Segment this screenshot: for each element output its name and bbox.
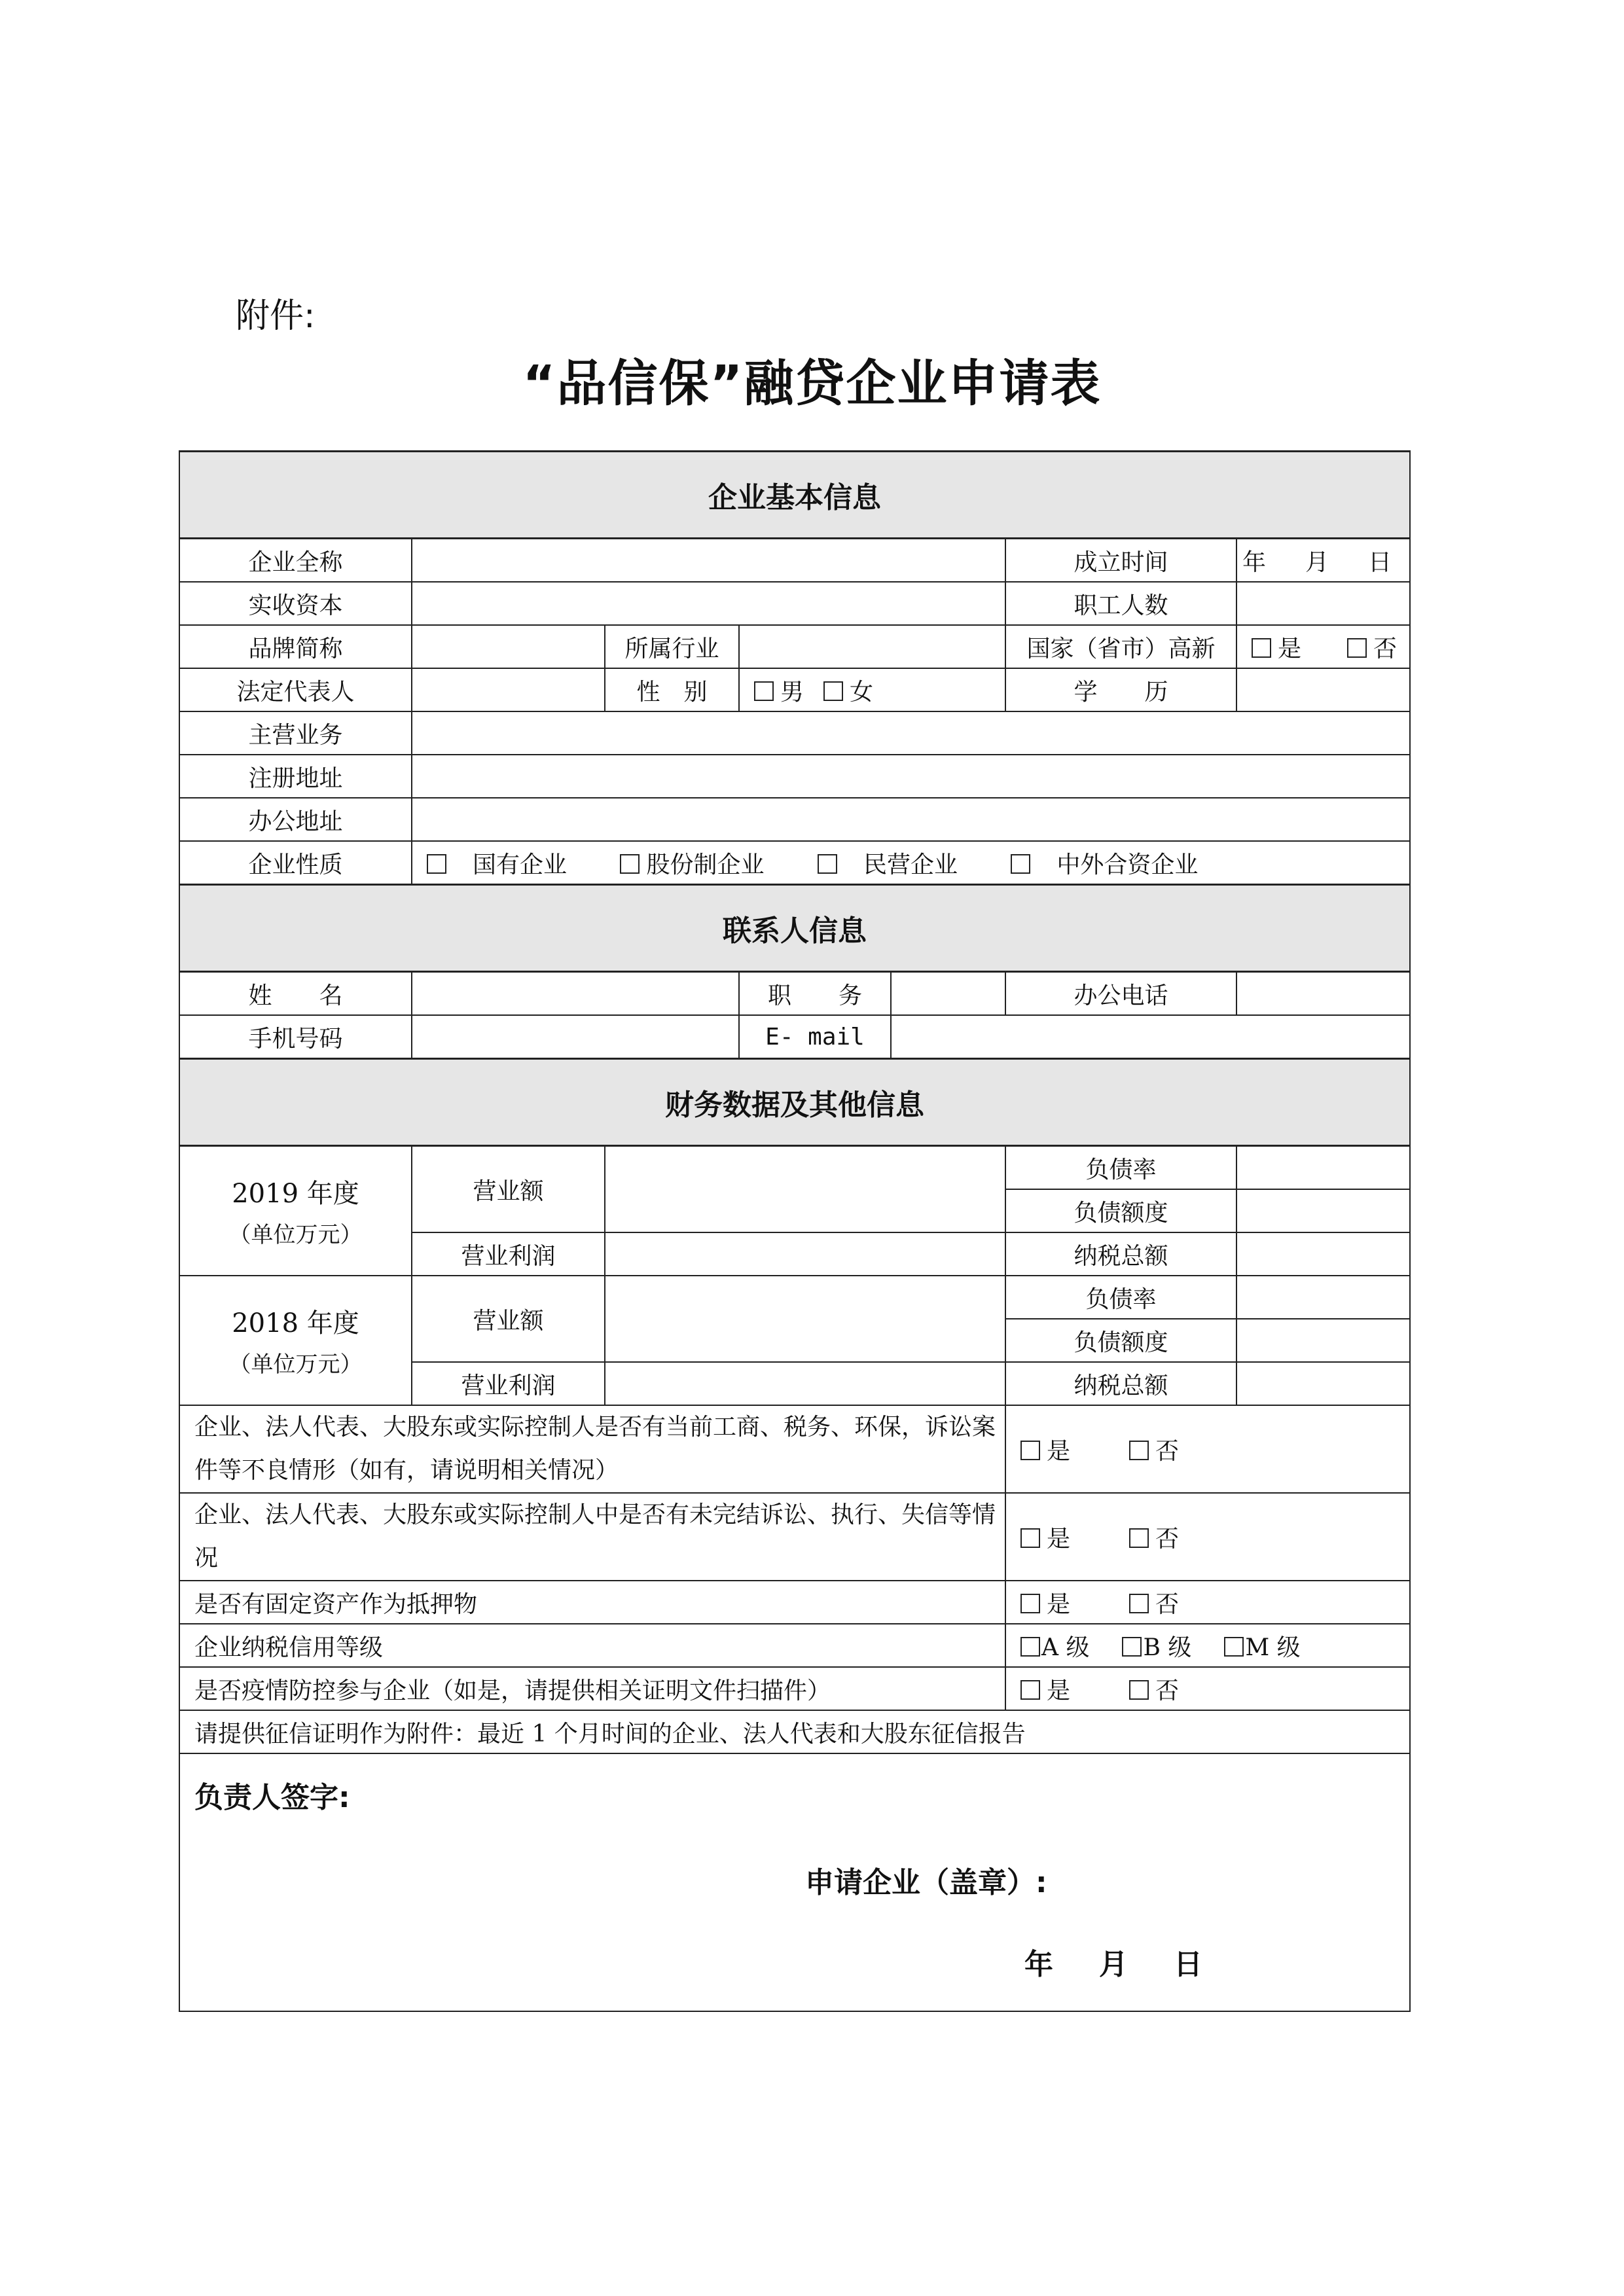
input-employees[interactable] (1236, 582, 1410, 625)
label-tax-2018: 纳税总额 (1005, 1362, 1236, 1405)
nature-joint-venture-label: 中外合资企业 (1056, 851, 1199, 878)
female-checkbox[interactable] (823, 681, 843, 701)
label-company-name: 企业全称 (179, 539, 412, 583)
q2-yes-checkbox[interactable] (1020, 1528, 1040, 1548)
page-title: “品信保”融贷企业申请表 (522, 354, 1102, 412)
input-debt-amount-2019[interactable] (1236, 1189, 1410, 1232)
q1-no-checkbox[interactable] (1129, 1441, 1149, 1460)
question-litigation: 企业、法人代表、大股东或实际控制人中是否有未完结诉讼、执行、失信等情况 (179, 1493, 1005, 1581)
q3-yes-label: 是 (1047, 1590, 1071, 1618)
question-epidemic-options (1005, 1667, 1410, 1710)
question-epidemic: 是否疫情防控参与企业（如是，请提供相关证明文件扫描件） (179, 1667, 1005, 1710)
input-legal-rep[interactable] (412, 668, 605, 711)
label-founded: 成立时间 (1005, 539, 1236, 583)
input-company-name[interactable] (412, 539, 1005, 583)
contact-email-cell (739, 1015, 1410, 1059)
year-2018-unit: （单位万元） (228, 1352, 363, 1378)
input-email[interactable] (892, 1016, 1409, 1058)
input-industry[interactable] (739, 625, 1005, 668)
q5-yes-label: 是 (1047, 1677, 1071, 1704)
label-revenue-2018: 营业额 (412, 1276, 605, 1362)
table-row (179, 841, 1410, 885)
input-contact-name[interactable] (412, 972, 739, 1016)
signature-area[interactable] (179, 1753, 1410, 2011)
label-debt-ratio-2019: 负债率 (1005, 1146, 1236, 1190)
year-2018-cell (179, 1276, 412, 1405)
signature-head-label: 负责人签字: (194, 1781, 350, 1814)
q2-no-checkbox[interactable] (1129, 1528, 1149, 1548)
high-tech-options (1236, 625, 1410, 668)
question-tax-credit-options (1005, 1624, 1410, 1667)
high-tech-no-label: 否 (1373, 635, 1398, 662)
label-main-business: 主营业务 (179, 711, 412, 755)
nature-state-label: 国有企业 (473, 851, 568, 878)
label-revenue-2019: 营业额 (412, 1146, 605, 1233)
label-legal-rep: 法定代表人 (179, 668, 412, 711)
signature-day-label: 日 (1174, 1948, 1202, 1981)
input-founded-date[interactable] (1236, 539, 1410, 583)
nature-joint-venture-checkbox[interactable] (1011, 854, 1030, 874)
label-brand: 品牌简称 (179, 625, 412, 668)
input-tax-2019[interactable] (1236, 1232, 1410, 1276)
grade-m-checkbox[interactable] (1224, 1637, 1244, 1657)
q5-no-label: 否 (1155, 1677, 1180, 1704)
table-row (179, 668, 1410, 711)
male-label: 男 (780, 678, 804, 706)
nature-options (412, 841, 1410, 885)
grade-a-label: A 级 (1041, 1634, 1090, 1661)
table-row (179, 755, 1410, 798)
gender-options (739, 668, 1005, 711)
label-profit-2019: 营业利润 (412, 1232, 605, 1276)
input-contact-position[interactable] (892, 973, 1005, 1014)
label-education: 学 历 (1005, 668, 1236, 711)
input-revenue-2018[interactable] (605, 1276, 1005, 1362)
grade-m-label: M 级 (1245, 1634, 1301, 1661)
input-main-business[interactable] (412, 711, 1410, 755)
table-row (179, 1581, 1410, 1624)
table-row (179, 625, 1410, 668)
q2-no-label: 否 (1155, 1525, 1180, 1552)
label-industry: 所属行业 (605, 625, 739, 668)
label-contact-position: 职 务 (740, 973, 892, 1014)
input-tax-2018[interactable] (1236, 1362, 1410, 1405)
label-nature: 企业性质 (179, 841, 412, 885)
table-row (179, 1710, 1410, 1753)
table-row (179, 582, 1410, 625)
nature-private-label: 民营企业 (863, 851, 958, 878)
question-bad-records-options (1005, 1405, 1410, 1493)
input-debt-ratio-2019[interactable] (1236, 1146, 1410, 1190)
question-bad-records: 企业、法人代表、大股东或实际控制人是否有当前工商、税务、环保，诉讼案件等不良情形（如有，请说明相关情况） (179, 1405, 1005, 1493)
table-row (179, 798, 1410, 841)
label-profit-2018: 营业利润 (412, 1362, 605, 1405)
input-revenue-2019[interactable] (605, 1146, 1005, 1233)
q1-yes-label: 是 (1047, 1437, 1071, 1465)
label-paid-capital: 实收资本 (179, 582, 412, 625)
nature-private-checkbox[interactable] (818, 854, 837, 874)
nature-state-checkbox[interactable] (427, 854, 446, 874)
attachment-label: 附件: (236, 296, 316, 336)
label-email: E- mail (740, 1016, 892, 1058)
input-education[interactable] (1236, 668, 1410, 711)
label-reg-address: 注册地址 (179, 755, 412, 798)
input-office-address[interactable] (412, 798, 1410, 841)
high-tech-yes-label: 是 (1278, 635, 1302, 662)
date-day-label: 日 (1368, 548, 1392, 576)
table-row (179, 711, 1410, 755)
label-debt-amount-2019: 负债额度 (1005, 1189, 1236, 1232)
question-collateral: 是否有固定资产作为抵押物 (179, 1581, 1005, 1624)
section-header-basic (179, 452, 1410, 539)
table-row (179, 1624, 1410, 1667)
table-row (179, 1146, 1410, 1190)
input-mobile[interactable] (412, 1015, 739, 1059)
date-year-label: 年 (1242, 548, 1267, 576)
year-2019-unit: （单位万元） (228, 1222, 363, 1248)
input-paid-capital[interactable] (412, 582, 1005, 625)
application-form (179, 450, 1411, 2012)
grade-b-checkbox[interactable] (1122, 1637, 1142, 1657)
signature-date (1024, 1941, 1248, 1982)
credit-report-note: 请提供征信证明作为附件：最近 1 个月时间的企业、法人代表和大股东征信报告 (179, 1710, 1410, 1753)
label-high-tech: 国家（省市）高新 (1005, 625, 1236, 668)
high-tech-yes-checkbox[interactable] (1252, 638, 1271, 658)
input-profit-2019[interactable] (605, 1232, 1005, 1276)
nature-joint-stock-label: 股份制企业 (646, 851, 765, 878)
table-row (179, 539, 1410, 583)
input-reg-address[interactable] (412, 755, 1410, 798)
grade-a-checkbox[interactable] (1020, 1637, 1040, 1657)
date-month-label: 月 (1305, 548, 1329, 576)
table-row (179, 1667, 1410, 1710)
label-gender: 性 别 (605, 668, 739, 711)
q3-yes-checkbox[interactable] (1020, 1594, 1040, 1613)
input-office-phone[interactable] (1236, 972, 1410, 1016)
male-checkbox[interactable] (754, 681, 774, 701)
section-header-contact (179, 885, 1410, 972)
section-title-basic: 企业基本信息 (179, 452, 1410, 539)
high-tech-no-checkbox[interactable] (1347, 638, 1367, 658)
signature-year-label: 年 (1024, 1948, 1053, 1981)
label-office-address: 办公地址 (179, 798, 412, 841)
table-row (179, 1276, 1410, 1319)
q1-no-label: 否 (1155, 1437, 1180, 1465)
question-collateral-options (1005, 1581, 1410, 1624)
question-tax-credit: 企业纳税信用等级 (179, 1624, 1005, 1667)
q5-yes-checkbox[interactable] (1020, 1680, 1040, 1700)
year-2019-label: 2019 年度 (232, 1179, 359, 1209)
input-debt-amount-2018[interactable] (1236, 1319, 1410, 1362)
year-2019-cell (179, 1146, 412, 1276)
q5-no-checkbox[interactable] (1129, 1680, 1149, 1700)
company-seal-label: 申请企业（盖章）: (805, 1866, 1047, 1899)
q3-no-checkbox[interactable] (1129, 1594, 1149, 1613)
table-row (179, 1405, 1410, 1493)
year-2018-label: 2018 年度 (232, 1308, 359, 1338)
input-brand[interactable] (412, 625, 605, 668)
signature-month-label: 月 (1099, 1948, 1128, 1981)
label-mobile: 手机号码 (179, 1015, 412, 1059)
label-employees: 职工人数 (1005, 582, 1236, 625)
label-debt-ratio-2018: 负债率 (1005, 1276, 1236, 1319)
grade-b-label: B 级 (1143, 1634, 1192, 1661)
contact-position-cell (739, 972, 1005, 1016)
nature-joint-stock-checkbox[interactable] (620, 854, 640, 874)
table-row (179, 972, 1410, 1016)
question-litigation-options (1005, 1493, 1410, 1581)
table-row (179, 1493, 1410, 1581)
label-office-phone: 办公电话 (1005, 972, 1236, 1016)
section-header-finance (179, 1059, 1410, 1146)
table-row (179, 1015, 1410, 1059)
label-tax-2019: 纳税总额 (1005, 1232, 1236, 1276)
q1-yes-checkbox[interactable] (1020, 1441, 1040, 1460)
input-debt-ratio-2018[interactable] (1236, 1276, 1410, 1319)
input-profit-2018[interactable] (605, 1362, 1005, 1405)
section-title-finance: 财务数据及其他信息 (179, 1059, 1410, 1146)
label-contact-name: 姓 名 (179, 972, 412, 1016)
q3-no-label: 否 (1155, 1590, 1180, 1618)
female-label: 女 (850, 678, 874, 706)
label-debt-amount-2018: 负债额度 (1005, 1319, 1236, 1362)
section-title-contact: 联系人信息 (179, 885, 1410, 972)
q2-yes-label: 是 (1047, 1525, 1071, 1552)
signature-row (179, 1753, 1410, 2011)
